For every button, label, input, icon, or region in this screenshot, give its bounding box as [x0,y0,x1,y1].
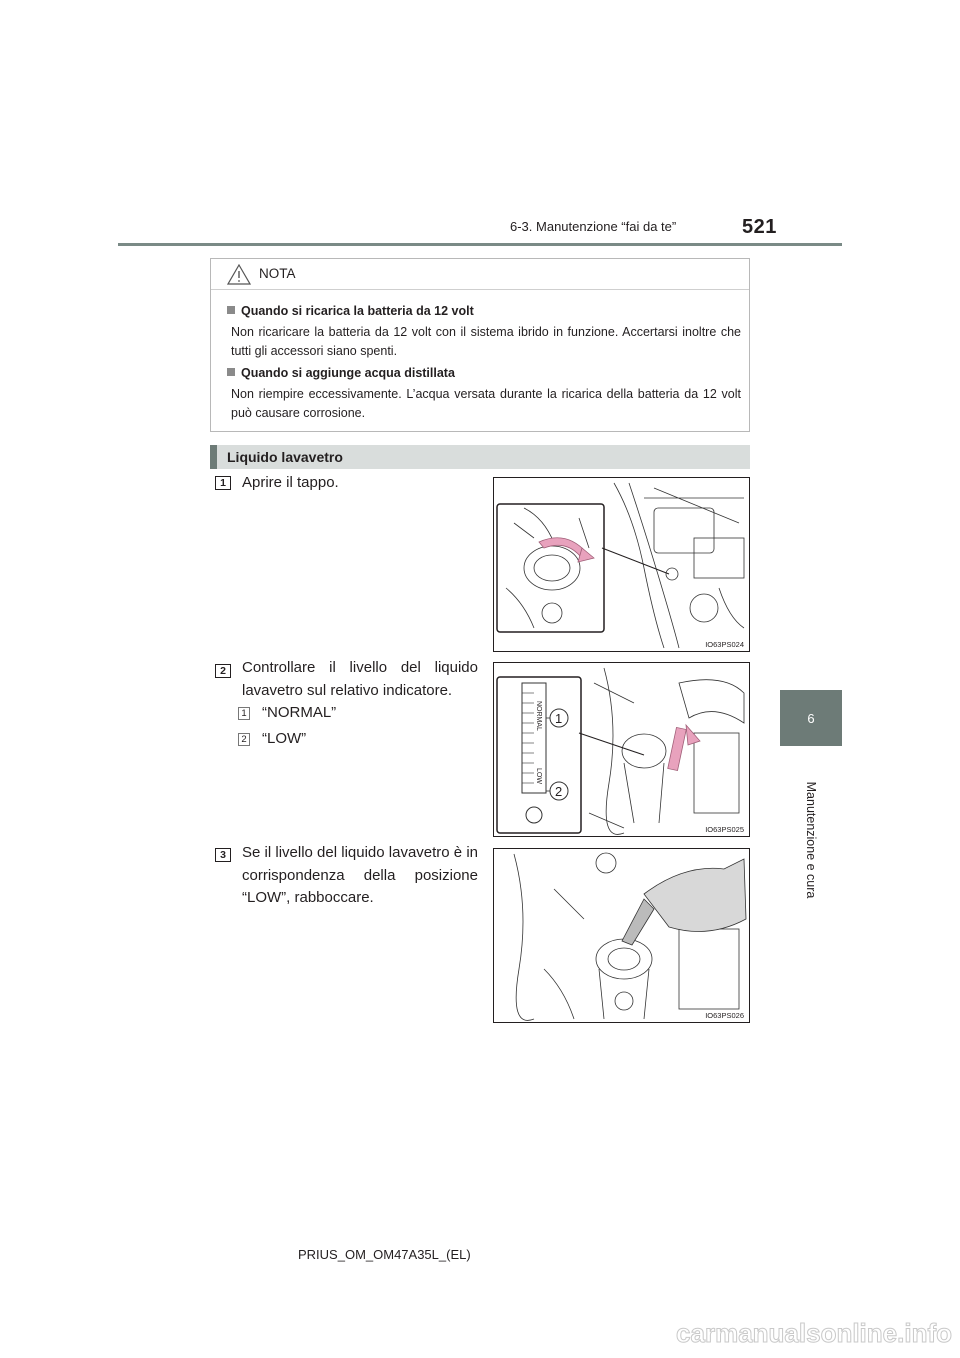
subitem-text: “NORMAL” [262,704,337,721]
chapter-label-text: Manutenzione e cura [804,781,818,899]
callout-1: 1 [555,711,563,726]
page-number: 521 [742,216,777,238]
gauge-low-label: LOW [535,768,542,784]
callout-2: 2 [555,784,563,799]
gauge-normal-label: NORMAL [535,701,542,731]
notice-item-title: Quando si ricarica la batteria da 12 volt [227,304,474,318]
watermark-logo [620,1304,960,1358]
watermark-text: carmanualsonline.info [676,1318,952,1348]
figure-check-level [493,662,750,837]
bullet-square-icon [227,306,235,314]
notice-header [211,259,749,290]
document-code: PRIUS_OM_OM47A35L_(EL) [298,1247,471,1262]
figure-open-cap [493,477,750,652]
level-gauge-illustration [494,663,750,837]
warning-icon [227,264,251,285]
step-text: Aprire il tappo. [242,474,339,491]
step-text: Se il livello del liquido lavavetro è in corrispondenza della posizione “LOW”, rabboccare. [242,844,478,906]
notice-item-body: Non ricaricare la batteria da 12 volt con il sistema ibrido in funzione. Accertarsi inoltre che tutti gli accessori siano spenti. [231,325,741,358]
notice-box [210,258,750,432]
figure-code: IO63PS026 [705,1011,744,1020]
figure-code: IO63PS025 [705,825,744,834]
figure-refill [493,848,750,1023]
chapter-tab: 6 [780,690,842,746]
step-number: 3 [215,848,231,862]
section-heading-text: Liquido lavavetro [227,449,343,465]
header-rule [118,243,842,246]
subitem-number: 1 [238,707,250,720]
chapter-label [768,760,854,920]
step-number: 2 [215,664,231,678]
section-title: 6-3. Manutenzione “fai da te” [510,219,677,234]
notice-item-body: Non riempire eccessivamente. L’acqua versata durante la ricarica della batteria da 12 volt può causare corrosione. [231,387,741,420]
notice-title: NOTA [259,266,296,281]
section-heading [210,445,750,469]
refill-illustration [494,849,750,1023]
figure-code: IO63PS024 [705,640,744,649]
bullet-square-icon [227,368,235,376]
subitem-number: 2 [238,733,250,746]
step-text: Controllare il livello del liquido lavavetro sul relativo indicatore. [242,659,478,699]
notice-item-title: Quando si aggiunge acqua distillata [227,366,455,380]
subitem-text: “LOW” [262,730,307,747]
step-number: 1 [215,476,231,490]
engine-bay-illustration [494,478,750,652]
